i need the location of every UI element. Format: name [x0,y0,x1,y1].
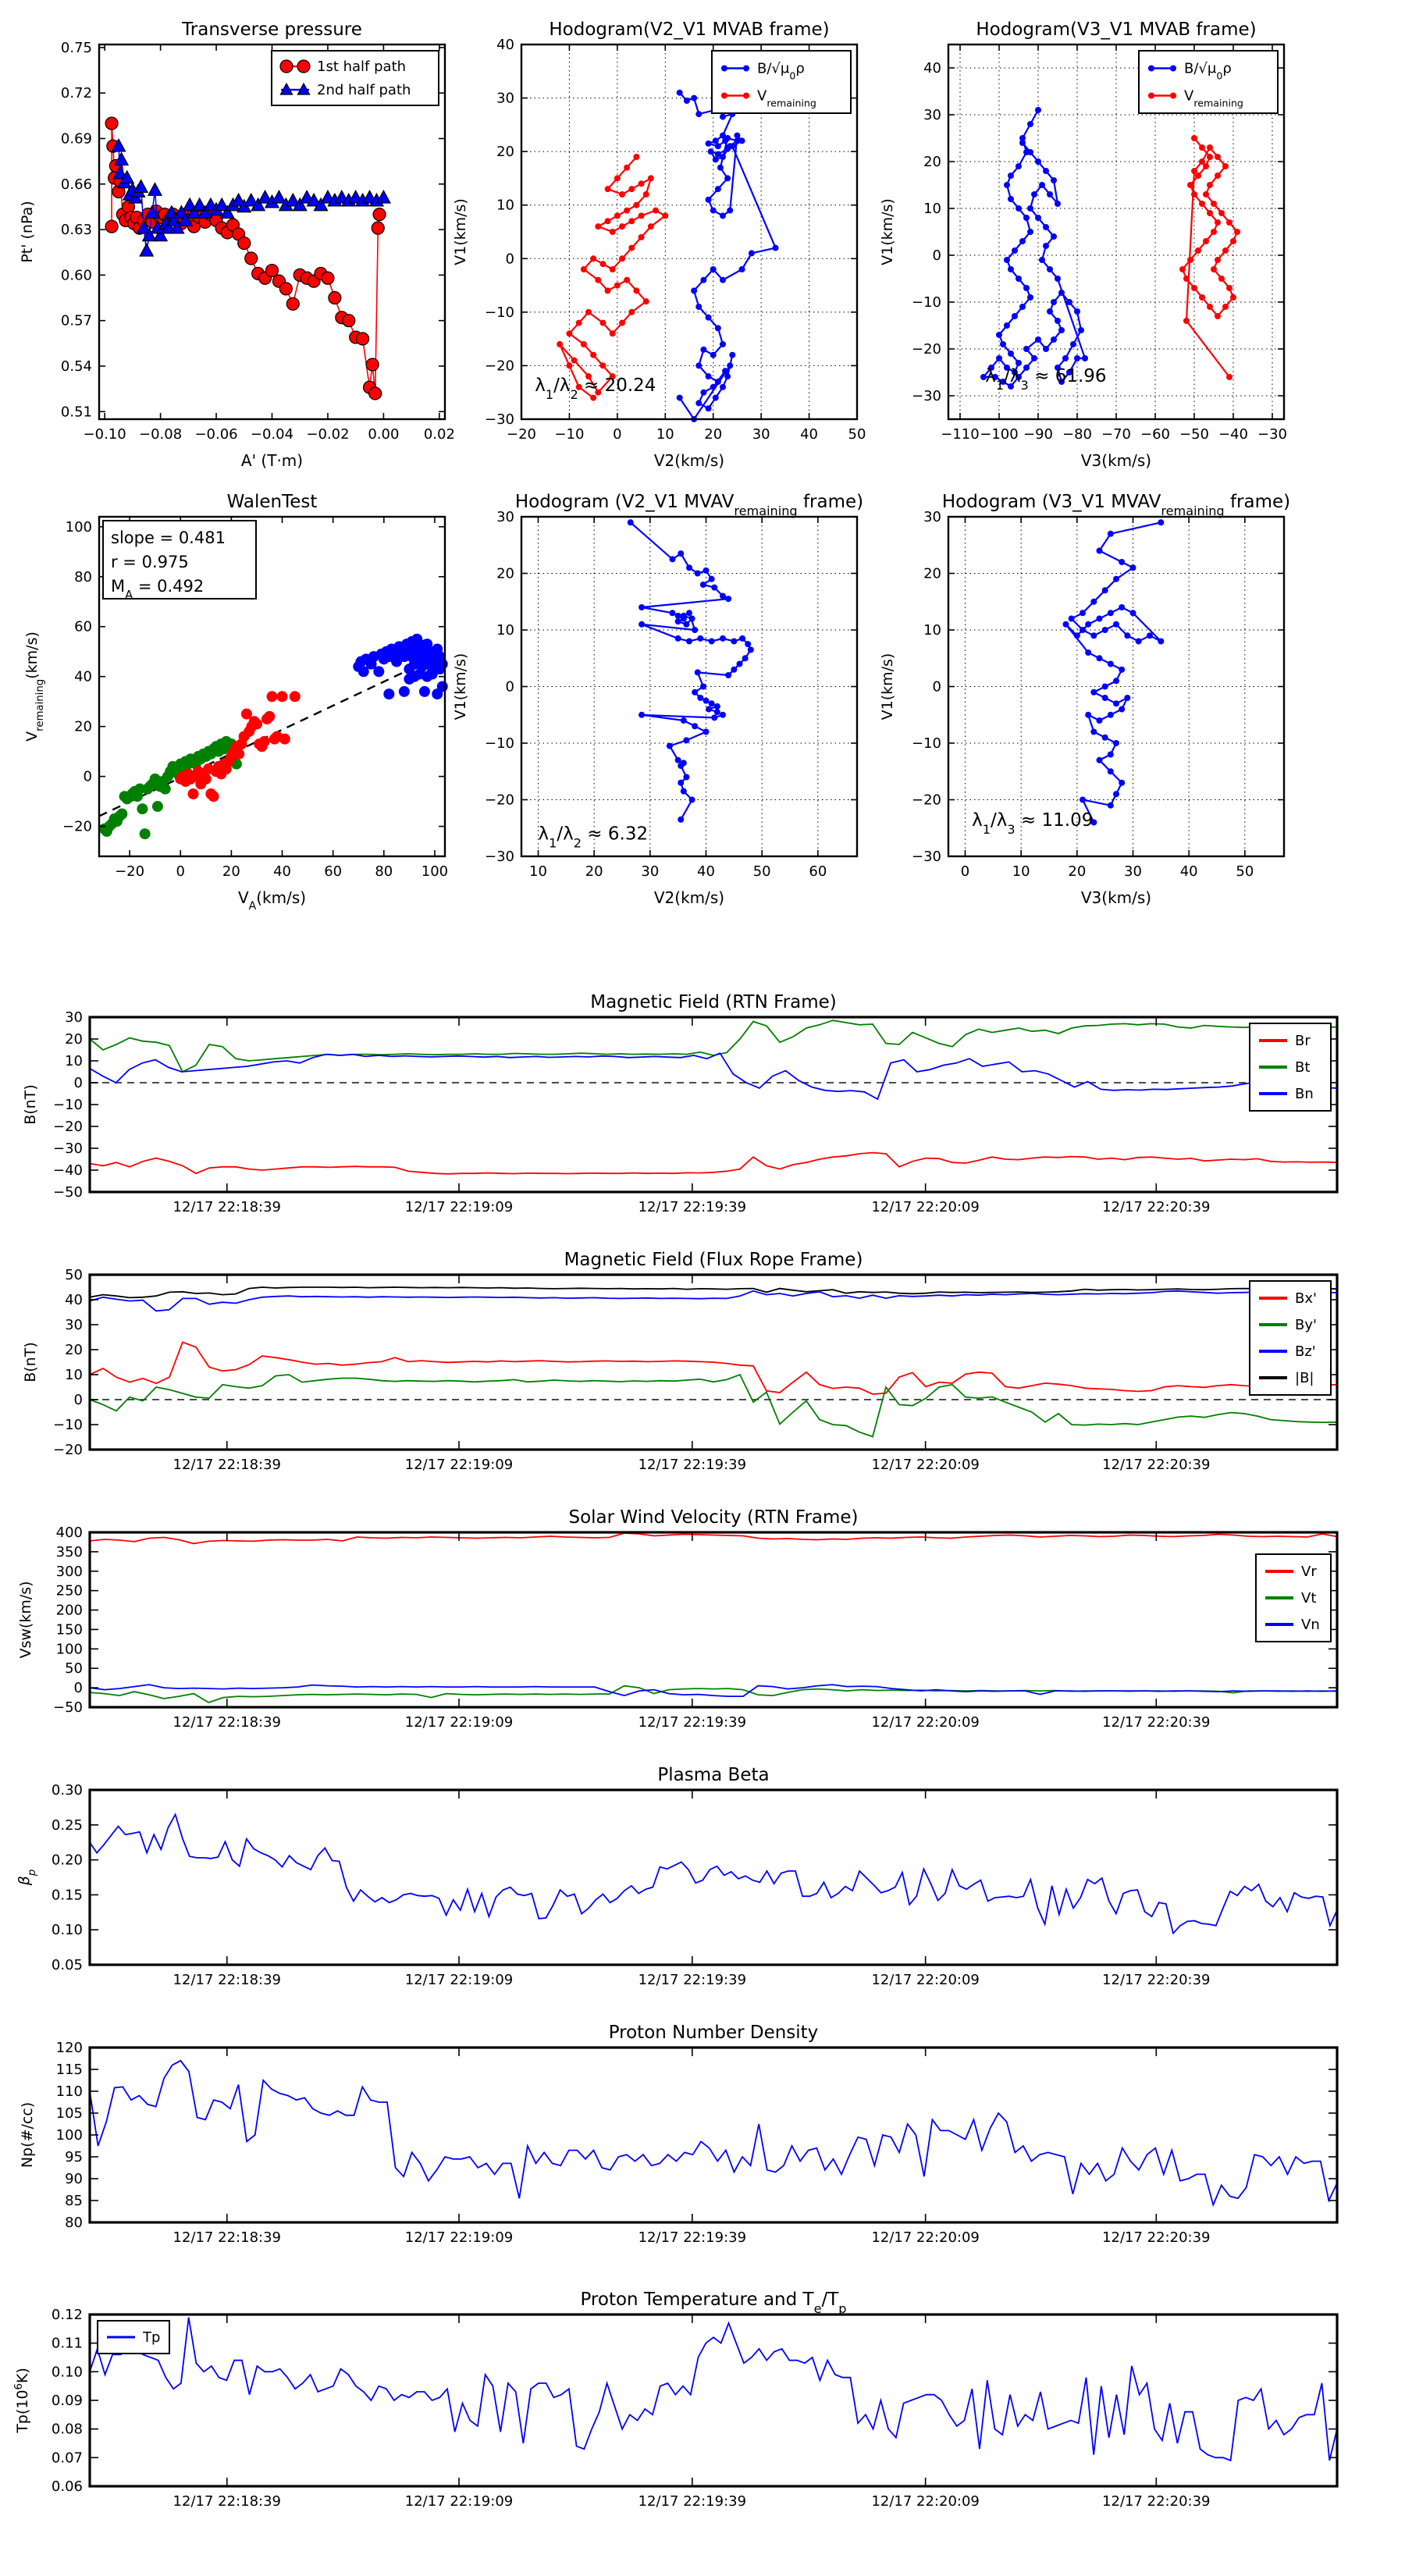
svg-text:−20: −20 [485,358,514,375]
svg-text:0: 0 [73,1392,83,1408]
transverse-pressure-title: Transverse pressure [182,20,362,40]
svg-text:0.30: 0.30 [51,1782,83,1799]
svg-text:12/17 22:18:39: 12/17 22:18:39 [173,2493,281,2510]
solar-wind-velocity-plot [17,1507,1337,1731]
svg-text:30: 30 [496,90,514,107]
svg-text:12/17 22:20:09: 12/17 22:20:09 [871,2229,980,2246]
svg-text:80: 80 [74,568,92,585]
transverse-pressure-series-0 [105,117,386,400]
magnetic-field-rtn-series-2 [90,1053,1337,1099]
svg-text:Vremaining: $V_{remaining}$ [757,87,816,109]
svg-text:12/17 22:20:09: 12/17 22:20:09 [871,1199,980,1215]
hodogram-v3v1-mvav-ylabel: V1(km/s) [879,653,896,720]
svg-text:−0.06: −0.06 [194,426,238,443]
svg-text:−30: −30 [912,388,941,404]
svg-text:−50: −50 [1179,426,1209,443]
svg-text:40: 40 [74,668,92,685]
svg-text:40: 40 [273,863,291,880]
svg-text:0.11: 0.11 [51,2335,83,2352]
svg-text:−30: −30 [485,849,514,865]
svg-text:−10: −10 [53,1417,83,1433]
svg-text:Bn: Bn [1295,1086,1314,1102]
solar-wind-velocity-legend [1256,1554,1331,1642]
magnetic-field-rtn-ylabel: B(nT) [22,1084,39,1125]
hodogram-v3v1-mvab-legend [1139,51,1278,113]
svg-text:30: 30 [923,107,941,123]
magnetic-field-rtn-plot [22,992,1337,1215]
magnetic-field-flux-rope-series-3 [90,1375,1337,1436]
svg-text:−10: −10 [53,1097,83,1113]
hodogram-v3v1-mvav-title: Hodogram (V3_V1 $MVAV_{remaining}$ frame) [941,492,1291,518]
svg-text:0.05: 0.05 [51,1957,83,1973]
svg-text:0.15: 0.15 [51,1887,83,1904]
svg-text:50: 50 [752,863,771,880]
svg-text:50: 50 [1236,863,1254,880]
walen-test-series-2 [175,691,301,802]
svg-text:12/17 22:19:09: 12/17 22:19:09 [404,1199,514,1215]
svg-text:10: 10 [65,1367,83,1383]
svg-text:10: 10 [496,622,514,639]
svg-text:12/17 22:19:09: 12/17 22:19:09 [404,1972,514,1988]
svg-text:60: 60 [324,863,343,880]
svg-text:40: 40 [923,60,941,76]
svg-text:20: 20 [1068,863,1087,880]
svg-text:0.72: 0.72 [60,85,92,102]
magnetic-field-flux-rope-series-2 [90,1342,1337,1394]
svg-text:B/√μ0ρ: $B/√\mu_0\rho$ [757,60,805,81]
svg-text:105: 105 [55,2105,83,2122]
magnetic-field-rtn-series-1 [90,1020,1337,1072]
transverse-pressure-ylabel: Pt' (nPa) [19,201,36,263]
proton-number-density-title: Proton Number Density [608,2023,819,2043]
svg-text:90: 90 [65,2171,83,2187]
svg-text:B/√μ0ρ: $B/√\mu_0\rho$ [1184,60,1232,81]
svg-text:−60: −60 [1140,426,1170,443]
svg-text:12/17 22:19:39: 12/17 22:19:39 [638,1714,747,1731]
svg-text:0: 0 [176,863,185,880]
svg-text:0: 0 [960,863,970,880]
proton-temperature-plot [13,2290,1338,2510]
hodogram-v2v1-mvav-plot [452,492,863,907]
svg-text:20: 20 [585,863,603,880]
proton-number-density-frame [90,2048,1337,2222]
proton-number-density-ylabel: Np(#/cc) [19,2101,36,2169]
svg-text:Bx': Bx' [1295,1290,1317,1307]
svg-text:1st half path: 1st half path [317,59,407,75]
svg-text:30: 30 [641,863,660,880]
magnetic-field-flux-rope-title: Magnetic Field (Flux Rope Frame) [564,1250,863,1270]
svg-text:12/17 22:18:39: 12/17 22:18:39 [173,1199,281,1215]
svg-text:150: 150 [55,1621,83,1638]
solar-wind-velocity-series-0 [90,1533,1337,1543]
hodogram-v3v1-mvab-xlabel: V3(km/s) [1080,451,1152,470]
svg-text:−0.04: −0.04 [250,426,294,443]
svg-text:300: 300 [55,1563,83,1580]
svg-text:12/17 22:19:39: 12/17 22:19:39 [638,1972,747,1988]
hodogram-v3v1-mvav-series-0 [1063,519,1165,825]
svg-text:12/17 22:18:39: 12/17 22:18:39 [173,1457,281,1473]
svg-text:Vt: Vt [1301,1590,1317,1606]
svg-text:50: 50 [65,1267,83,1283]
transverse-pressure-series-1 [112,139,389,256]
walen-test-title: WalenTest [226,492,318,512]
svg-text:−0.02: −0.02 [306,426,350,443]
plasma-beta-ylabel: $\beta_p$ [16,1869,38,1886]
svg-text:95: 95 [65,2149,83,2165]
svg-text:40: 40 [496,37,514,53]
svg-text:100: 100 [55,1641,83,1658]
svg-text:12/17 22:18:39: 12/17 22:18:39 [173,1714,281,1731]
svg-text:−10: −10 [485,304,514,321]
svg-text:0.07: 0.07 [51,2450,83,2467]
hodogram-v2v1-mvav-series-0 [628,519,754,823]
svg-text:−20: −20 [912,341,941,358]
svg-text:−10: −10 [912,735,941,752]
svg-text:400: 400 [55,1525,83,1541]
svg-text:0.60: 0.60 [60,267,92,284]
svg-text:60: 60 [74,618,92,635]
svg-text:115: 115 [55,2062,83,2078]
svg-text:−30: −30 [485,411,514,428]
svg-text:12/17 22:20:09: 12/17 22:20:09 [871,1972,980,1988]
hodogram-v3v1-mvab-annotation: $\lambda_1/\lambda_3 \approx 61.96$ [985,366,1107,393]
svg-text:0: 0 [505,251,514,268]
svg-text:12/17 22:20:39: 12/17 22:20:39 [1102,2229,1211,2246]
walen-test-xlabel: $V_A(km/s)$ [237,888,307,913]
svg-text:Bz': Bz' [1295,1343,1316,1360]
svg-text:20: 20 [74,718,92,735]
svg-text:20: 20 [65,1342,83,1358]
plasma-beta-plot [16,1765,1337,1988]
hodogram-v2v1-mvab-annotation: $\lambda_1/\lambda_2 \approx 20.24$ [535,375,656,402]
svg-text:85: 85 [65,2193,83,2209]
svg-text:20: 20 [496,565,514,582]
svg-text:30: 30 [752,426,770,443]
svg-text:0.12: 0.12 [51,2307,83,2323]
svg-text:−40: −40 [53,1162,83,1179]
svg-text:12/17 22:20:09: 12/17 22:20:09 [871,1457,980,1473]
walen-test-infobox [103,521,256,602]
svg-text:0.54: 0.54 [60,358,92,375]
svg-text:12/17 22:19:09: 12/17 22:19:09 [404,1714,514,1731]
svg-text:20: 20 [65,1031,83,1048]
hodogram-v2v1-mvab-series-0 [677,90,779,422]
proton-temperature-legend [98,2321,169,2354]
svg-text:10: 10 [65,1053,83,1069]
hodogram-v3v1-mvav-grid [948,517,1284,856]
svg-text:0: 0 [73,1680,83,1697]
svg-text:40: 40 [697,863,715,880]
solar-wind-velocity-series-2 [90,1685,1337,1696]
magnetic-field-flux-rope-legend [1250,1281,1331,1395]
solar-wind-velocity-title: Solar Wind Velocity (RTN Frame) [568,1507,859,1528]
hodogram-v2v1-mvav-annotation: $\lambda_1/\lambda_2 \approx 6.32$ [538,824,649,850]
svg-text:2nd half path: 2nd half path [317,82,411,98]
solar-wind-velocity-ylabel: Vsw(km/s) [17,1581,34,1659]
svg-text:0.51: 0.51 [60,404,92,421]
svg-text:r = 0.975: r = 0.975 [111,553,189,571]
svg-text:12/17 22:20:39: 12/17 22:20:39 [1102,2493,1211,2510]
svg-text:−110: −110 [941,426,980,443]
svg-text:0.10: 0.10 [51,1922,83,1939]
svg-text:0.75: 0.75 [60,39,92,56]
svg-text:Tp: Tp [143,2329,161,2346]
magnetic-field-rtn-frame [90,1017,1337,1192]
magnetic-field-flux-rope-ylabel: B(nT) [22,1342,39,1382]
hodogram-v2v1-mvav-title: Hodogram (V2_V1 $MVAV_{remaining}$ frame) [514,492,864,518]
hodogram-v2v1-mvab-plot [452,20,866,470]
svg-text:80: 80 [65,2215,83,2231]
svg-text:100: 100 [65,518,92,535]
svg-text:−20: −20 [485,792,514,809]
svg-text:−20: −20 [62,818,92,835]
magnetic-field-flux-rope-series-1 [90,1291,1337,1311]
hodogram-v3v1-mvab-series-1 [1179,135,1240,380]
svg-text:slope = 0.481: slope = 0.481 [111,528,226,547]
hodogram-v2v1-mvab-title: Hodogram(V2_V1 MVAB frame) [549,20,830,40]
svg-text:−70: −70 [1101,426,1131,443]
walen-test-series-3 [353,634,447,699]
svg-text:−50: −50 [53,1699,83,1716]
svg-text:30: 30 [65,1009,83,1026]
svg-text:0.57: 0.57 [60,312,92,329]
svg-text:12/17 22:20:39: 12/17 22:20:39 [1102,1199,1211,1215]
hodogram-v3v1-mvav-annotation: $\lambda_1/\lambda_3 \approx 11.09$ [972,809,1094,837]
hodogram-v3v1-mvab-title: Hodogram(V3_V1 MVAB frame) [976,20,1257,40]
svg-text:12/17 22:19:39: 12/17 22:19:39 [638,1457,747,1473]
svg-text:20: 20 [704,426,723,443]
svg-text:0.63: 0.63 [60,222,92,239]
svg-text:30: 30 [923,509,941,525]
svg-text:12/17 22:19:39: 12/17 22:19:39 [638,2229,747,2246]
svg-text:−30: −30 [1257,426,1287,443]
walen-test-series-1 [99,736,242,839]
hodogram-v2v1-mvab-series-1 [557,154,668,401]
svg-text:MA = 0.492: $M_A = 0.492$ [111,577,205,602]
svg-text:12/17 22:19:09: 12/17 22:19:09 [404,2229,514,2246]
svg-text:0: 0 [83,768,92,785]
svg-text:12/17 22:20:09: 12/17 22:20:09 [871,2493,980,2510]
svg-text:−10: −10 [554,426,585,443]
svg-text:30: 30 [496,509,514,525]
svg-text:10: 10 [923,622,941,639]
svg-text:12/17 22:20:09: 12/17 22:20:09 [871,1714,980,1731]
svg-text:80: 80 [375,863,393,880]
svg-text:12/17 22:19:39: 12/17 22:19:39 [638,2493,747,2510]
svg-text:Br: Br [1295,1033,1311,1049]
svg-text:Vremaining: $V_{remaining}$ [1184,87,1243,109]
svg-text:100: 100 [55,2127,83,2144]
svg-text:0.69: 0.69 [60,130,92,148]
svg-text:−20: −20 [53,1119,83,1135]
svg-text:40: 40 [1179,863,1198,880]
svg-text:−10: −10 [912,294,941,311]
magnetic-field-flux-rope-plot [22,1250,1337,1473]
svg-text:Bt: Bt [1295,1059,1311,1076]
proton-temperature-series-0 [90,2318,1337,2460]
svg-text:12/17 22:18:39: 12/17 22:18:39 [173,2229,281,2246]
svg-text:−30: −30 [912,849,941,865]
solar-wind-velocity-frame [90,1532,1337,1707]
svg-text:0.20: 0.20 [51,1852,83,1869]
transverse-pressure-legend [272,51,439,105]
hodogram-v3v1-mvab-plot [879,20,1287,470]
svg-text:0.06: 0.06 [51,2478,83,2495]
svg-text:−20: −20 [912,792,941,809]
svg-text:0.10: 0.10 [51,2364,83,2381]
plasma-beta-series-0 [90,1814,1337,1933]
svg-text:120: 120 [55,2040,83,2056]
svg-text:−0.10: −0.10 [83,426,126,443]
svg-text:40: 40 [800,426,819,443]
svg-text:20: 20 [923,154,941,170]
svg-text:200: 200 [55,1602,83,1619]
svg-text:50: 50 [848,426,866,443]
svg-text:Vr: Vr [1301,1564,1317,1580]
hodogram-v2v1-mvab-legend [712,51,851,113]
svg-text:−20: −20 [53,1442,83,1458]
svg-text:0.02: 0.02 [423,426,455,443]
proton-temperature-title: Proton Temperature and $T_e/T_p$ [580,2290,847,2316]
svg-text:30: 30 [65,1317,83,1333]
svg-text:60: 60 [809,863,827,880]
svg-text:By': By' [1295,1317,1317,1333]
svg-text:12/17 22:20:39: 12/17 22:20:39 [1102,1714,1211,1731]
svg-text:20: 20 [222,863,240,880]
magnetic-field-rtn-title: Magnetic Field (RTN Frame) [590,992,837,1012]
svg-text:50: 50 [65,1660,83,1678]
svg-text:20: 20 [923,565,941,582]
proton-number-density-series-0 [90,2061,1337,2205]
svg-text:−0.08: −0.08 [139,426,183,443]
svg-text:12/17 22:19:39: 12/17 22:19:39 [638,1199,747,1215]
svg-text:12/17 22:18:39: 12/17 22:18:39 [173,1972,281,1988]
svg-text:20: 20 [496,144,514,161]
hodogram-v3v1-mvab-series-0 [980,107,1088,390]
svg-text:100: 100 [421,863,449,880]
magnetic-field-rtn-series-0 [90,1153,1337,1174]
svg-text:−40: −40 [1218,426,1248,443]
svg-text:0: 0 [73,1075,83,1091]
svg-text:0.25: 0.25 [51,1816,83,1834]
svg-text:0: 0 [932,247,941,264]
hodogram-v2v1-mvab-ylabel: V1(km/s) [452,198,469,265]
svg-text:0: 0 [505,678,514,696]
svg-text:−100: −100 [980,426,1019,443]
transverse-pressure-xlabel: A' (T·m) [240,451,304,470]
svg-text:10: 10 [923,201,941,217]
svg-text:350: 350 [55,1543,83,1560]
svg-text:10: 10 [529,863,547,880]
transverse-pressure-plot [19,20,455,470]
svg-text:12/17 22:19:09: 12/17 22:19:09 [404,2493,514,2510]
svg-text:250: 250 [55,1582,83,1599]
walen-test-ylabel: $V_{remaining}(km/s)$ [23,632,46,742]
plasma-beta-frame [90,1790,1337,1965]
hodogram-v3v1-mvav-xlabel: V3(km/s) [1080,888,1152,907]
svg-text:|B|: |B| [1295,1370,1314,1386]
svg-text:−90: −90 [1023,426,1053,443]
svg-text:12/17 22:19:09: 12/17 22:19:09 [404,1457,514,1473]
svg-text:−80: −80 [1062,426,1092,443]
hodogram-v2v1-mvav-xlabel: V2(km/s) [653,888,725,907]
svg-text:10: 10 [496,197,514,214]
svg-text:10: 10 [656,426,674,443]
svg-text:0.09: 0.09 [51,2393,83,2409]
svg-text:0.00: 0.00 [368,426,400,443]
svg-text:0: 0 [932,678,941,696]
svg-text:110: 110 [55,2083,83,2100]
svg-text:40: 40 [65,1292,83,1308]
svg-text:−30: −30 [53,1140,83,1157]
svg-text:0.66: 0.66 [60,176,92,193]
svg-text:−50: −50 [53,1184,83,1201]
svg-text:10: 10 [1012,863,1030,880]
magnetic-field-rtn-legend [1250,1023,1331,1111]
hodogram-v2v1-mvav-ylabel: V1(km/s) [452,653,469,720]
svg-text:30: 30 [1124,863,1142,880]
hodogram-v3v1-mvab-ylabel: V1(km/s) [879,198,896,265]
svg-text:0: 0 [613,426,622,443]
proton-temperature-ylabel: $Tp(10^6K)$ [12,2368,31,2433]
hodogram-v2v1-mvab-xlabel: V2(km/s) [653,451,725,470]
svg-text:0.08: 0.08 [51,2421,83,2438]
plasma-beta-title: Plasma Beta [657,1765,770,1785]
svg-text:Vn: Vn [1301,1617,1320,1633]
hodogram-v3v1-mvav-plot [879,492,1290,907]
svg-text:−20: −20 [115,863,145,880]
svg-text:−10: −10 [485,735,514,752]
svg-text:−20: −20 [507,426,536,443]
walen-test-plot [23,492,448,913]
proton-number-density-plot [19,2023,1337,2246]
svg-text:12/17 22:20:39: 12/17 22:20:39 [1102,1457,1211,1473]
svg-text:12/17 22:20:39: 12/17 22:20:39 [1102,1972,1211,1988]
